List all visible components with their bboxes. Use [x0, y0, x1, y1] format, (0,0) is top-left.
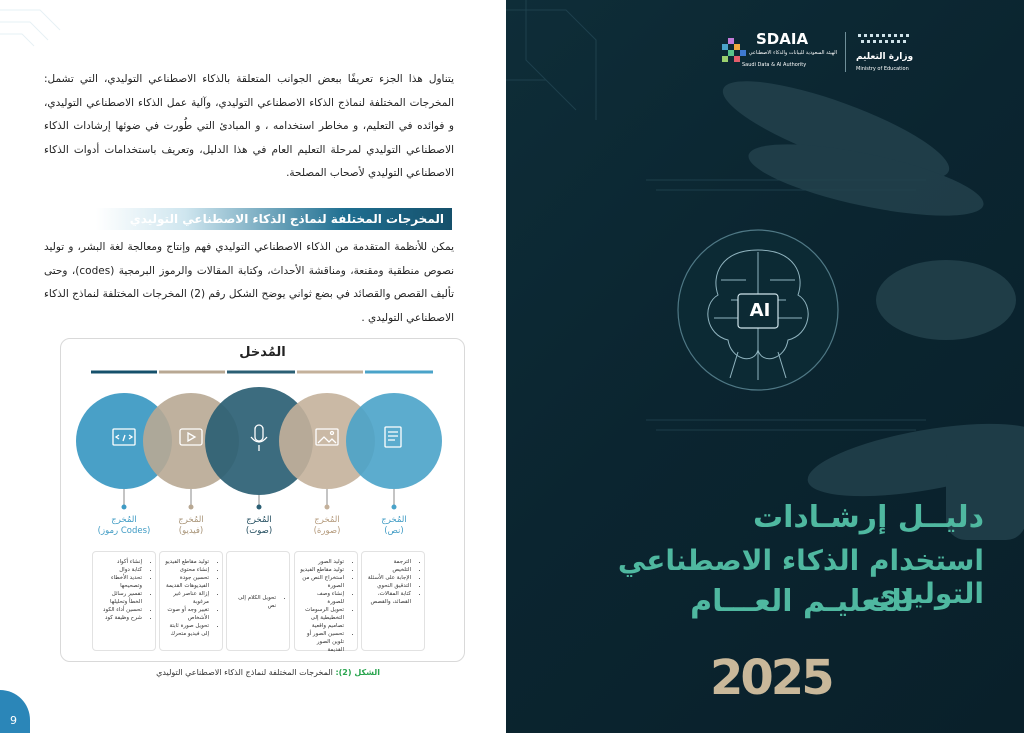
ai-label: AI	[749, 300, 771, 321]
sdaia-arabic: الهيئة السعودية للبيانات والذكاء الاصطناعي	[748, 50, 837, 56]
cover-title-line3: للتعليـم العـــام	[690, 584, 914, 619]
output-label-image: المُخرج (صورة)	[313, 515, 341, 536]
caption-text: المخرجات المختلفة لنماذج الذكاء الاصطناعي التوليدي	[156, 668, 333, 677]
cover-year: 2025	[710, 650, 832, 706]
sdaia-english: Saudi Data & AI Authority	[742, 62, 807, 68]
moe-arabic: وزارة التعليم	[856, 52, 914, 62]
venn-diagram	[61, 339, 464, 544]
moe-english: Ministry of Education	[856, 66, 909, 72]
intro-paragraph: يتناول هذا الجزء تعريفًا ببعض الجوانب المتعلقة بالذكاء الاصطناعي التوليدي، التي تشمل: المخرجات المختلفة لنماذج الذكاء الاصطناعي التوليدي، وآلية عمل الذكاء الاصطناعي التوليدي، و فوائده في التعليم، و مخاطر استخدامه ، و المبادئ التي طُورت في ضوئها إرشادات الذكاء الاصطناعي التوليدي لمرحلة التعليم العام في هذا الدليل، وتعريف باستخدامات أدوات الذكاء الاصطناعي التوليدي لأصحاب المصلحة.	[44, 73, 454, 179]
caption-label: الشكل (2):	[335, 668, 380, 677]
page-number: 9	[10, 714, 17, 727]
card-video: • توليد مقاطع الفيديو • إنشاء محتوى • تحسين جودة الفيديوهات القديمة • إزالة عناصر غير مرغوبة • تغيير وجه أو صوت الأشخاص • تحويل صورة ثابتة إلى فيديو متحرك	[159, 551, 223, 651]
card-audio: • تحويل الكلام إلى نص	[226, 551, 290, 651]
cover-background-art	[506, 0, 1024, 733]
card-image: • توليد الصور • توليد مقاطع الفيديو • استخراج النص من الصورة • إنشاء وصف للصورة • تحويل الرسومات التخطيطية إلى تصاميم واقعية • تحسين الصور أو تلوين الصور القديمة	[294, 551, 358, 651]
output-label-text: المُخرج (نص)	[381, 515, 407, 536]
section-paragraph: يمكن للأنظمة المتقدمة من الذكاء الاصطناعي التوليدي فهم وإنتاج ومعالجة لغة البشر، و توليد نصوص منطقية ومقنعة، ومناقشة الأحداث، وكتابة المقالات والرموز البرمجية (codes)، وحتى تأليف القصص والقصائد في بضع ثواني يوضح الشكل رقم (2) المخرجات المختلفة لنماذج الذكاء الاصطناعي التوليدي .	[44, 241, 455, 324]
cover-title-line1: دليــل إرشـادات	[752, 500, 984, 535]
cover-title-line2: استخدام الذكاء الاصطناعي التوليدي	[617, 544, 984, 610]
circle-text	[346, 393, 442, 489]
document-page	[0, 0, 506, 733]
card-code: • إنشاء أكواد • كتابة دوال • تحديد الأخطاء وتصحيحها • تفسير رسائل الخطأ وتحليلها • تحسين أداء الكود • شرح وظيفة كود	[92, 551, 156, 651]
cover-page	[506, 0, 1024, 733]
page-number-tab	[0, 690, 30, 733]
outputs-figure	[60, 338, 465, 662]
output-label-audio: المُخرج (صوت)	[245, 515, 273, 536]
figure-title: المُدخل	[239, 345, 286, 360]
output-label-video: المُخرج (فيديو)	[178, 515, 204, 536]
section-heading: المخرجات المختلفة لنماذج الذكاء الاصطناعي التوليدي	[96, 208, 452, 230]
moe-logo-icon	[856, 32, 916, 46]
card-text: • الترجمة • التلخيص • الإجابة على الأسئلة • التدقيق النحوي • كتابة المقالات، القصائد، والقصص	[361, 551, 425, 651]
logo-divider	[845, 32, 846, 72]
output-label-code: المُخرج (رموز Codes)	[97, 515, 151, 536]
sdaia-name: SDAIA	[756, 30, 809, 48]
decorative-lines	[0, 0, 90, 60]
figure-caption	[140, 668, 380, 677]
